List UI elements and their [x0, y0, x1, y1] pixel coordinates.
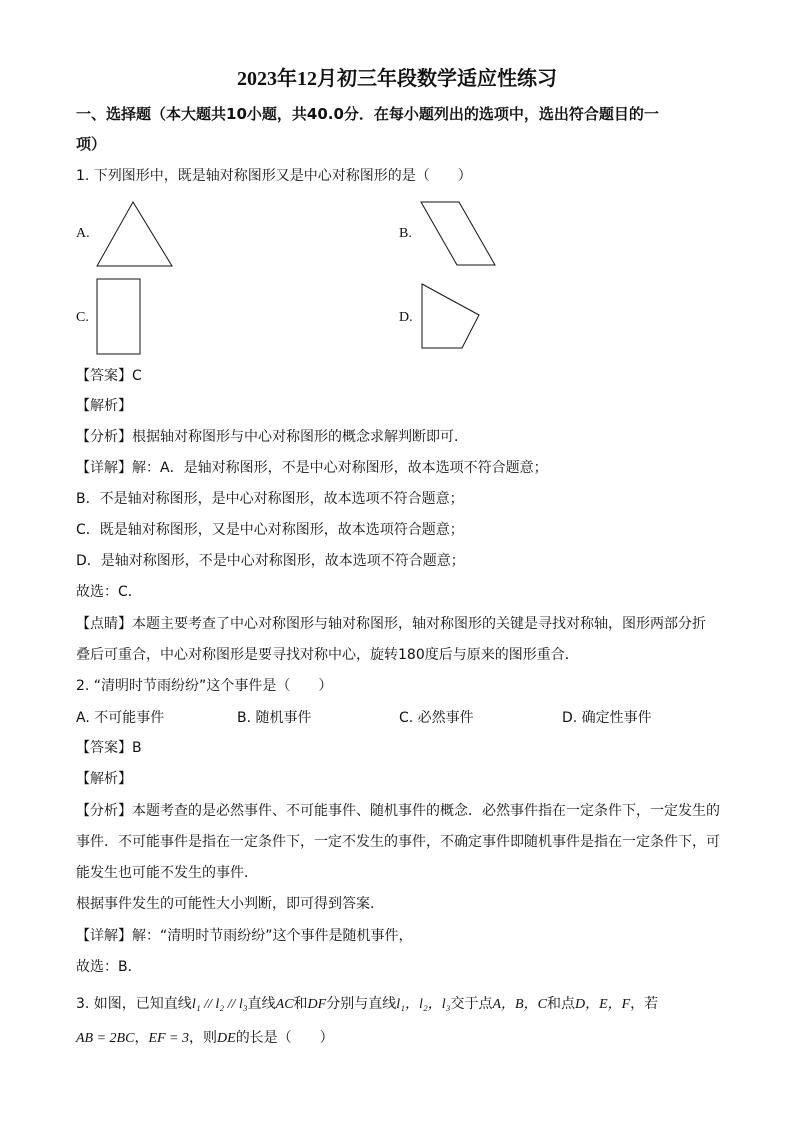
- q3-stem-line1: [76, 994, 726, 1015]
- q3-math-ef-3: EF = 3: [148, 1031, 190, 1046]
- q1-detail-4: D．是轴对称图形，不是中心对称图形，故本选项不符合题意；: [76, 553, 465, 569]
- q3-math-de: DE: [217, 1031, 236, 1046]
- q1-dianjing-1: 【点睛】本题主要考查了中心对称图形与轴对称图形，轴对称图形的关键是寻找对称轴，图形两部分折: [76, 616, 706, 632]
- q3-math-def: D，E，F: [574, 997, 631, 1012]
- q3-math-ab-2bc: AB = 2BC: [76, 1031, 135, 1046]
- section-heading-line2: 项）: [76, 135, 107, 153]
- q3-text: 分别与直线: [326, 996, 397, 1012]
- q1-detail-2: B．不是轴对称图形，是中心对称图形，故本选项不符合题意；: [76, 491, 464, 507]
- q1-option-a-triangle: [96, 200, 176, 268]
- q1-option-c-rectangle: [96, 278, 142, 356]
- q3-text: 交于点: [450, 996, 493, 1012]
- q1-fenxi: 【分析】根据轴对称图形与中心对称图形的概念求解判断即可．: [76, 429, 468, 445]
- q1-analysis-label: 【解析】: [76, 398, 132, 414]
- q3-text: 和点: [546, 996, 575, 1012]
- q2-choice-d: D. 确定性事件: [562, 710, 652, 726]
- q2-choice-b: B. 随机事件: [237, 710, 312, 726]
- q3-text: ，则: [189, 1030, 218, 1046]
- q3-text: 3. 如图，已知直线: [76, 996, 192, 1012]
- q2-fenxi-1: 【分析】本题考查的是必然事件、不可能事件、随机事件的概念．必然事件指在一定条件下，一定发生的: [76, 803, 720, 819]
- q1-answer: 【答案】C: [76, 368, 142, 384]
- q3-text: 直线: [247, 996, 276, 1012]
- q2-stem: 2. “清明时节雨纷纷”这个事件是（ ）: [76, 678, 333, 694]
- q1-option-a-label: A.: [76, 226, 90, 241]
- q1-stem: 1. 下列图形中，既是轴对称图形又是中心对称图形的是（ ）: [76, 168, 472, 184]
- q1-detail-3: C．既是轴对称图形，又是中心对称图形，故本选项符合题意；: [76, 522, 464, 538]
- q3-text: ，: [134, 1030, 149, 1046]
- q2-detail: 【详解】解：“清明时节雨纷纷”这个事件是随机事件，: [76, 928, 413, 944]
- q1-detail-1: 【详解】解：A．是轴对称图形，不是中心对称图形，故本选项不符合题意；: [76, 460, 548, 476]
- q2-choice-a: A. 不可能事件: [76, 710, 165, 726]
- q2-fenxi-4: 根据事件发生的可能性大小判断，即可得到答案．: [76, 896, 384, 912]
- q1-option-d-label: D.: [399, 310, 413, 325]
- q3-text: ，若: [630, 996, 659, 1012]
- q3-math-ac: AC: [275, 997, 294, 1012]
- q3-text: 和: [293, 996, 308, 1012]
- q3-stem-line2: [76, 1028, 726, 1049]
- q1-option-b-label: B.: [399, 226, 412, 241]
- page-title: 2023年12月初三年段数学适应性练习: [237, 68, 557, 90]
- q1-choose: 故选：C．: [76, 584, 142, 600]
- q3-math-l123: l₁，l₂，l₃: [396, 997, 451, 1012]
- q1-option-d-quadrilateral: [420, 282, 482, 350]
- q1-option-b-parallelogram: [420, 200, 500, 268]
- q2-answer: 【答案】B: [76, 740, 142, 756]
- q3-math-df: DF: [307, 997, 327, 1012]
- q3-text: 的长是（ ）: [235, 1030, 334, 1046]
- q3-math-abc: A，B，C: [492, 997, 547, 1012]
- q2-analysis-label: 【解析】: [76, 771, 132, 787]
- q1-dianjing-2: 叠后可重合，中心对称图形是要寻找对称中心，旋转180度后与原来的图形重合．: [76, 647, 579, 663]
- q2-fenxi-2: 事件．不可能事件是指在一定条件下，一定不发生的事件，不确定事件即随机事件是指在一定条件下，可: [76, 834, 720, 850]
- q2-choice-c: C. 必然事件: [399, 710, 474, 726]
- q3-math-parallel-lines: l₁ // l₂ // l₃: [191, 997, 248, 1012]
- q2-fenxi-3: 能发生也可能不发生的事件．: [76, 865, 258, 881]
- section-heading-line1: 一、选择题（本大题共10小题，共40.0分．在每小题列出的选项中，选出符合题目的一: [76, 105, 659, 123]
- q2-choose: 故选：B．: [76, 959, 142, 975]
- q1-option-c-label: C.: [76, 310, 89, 325]
